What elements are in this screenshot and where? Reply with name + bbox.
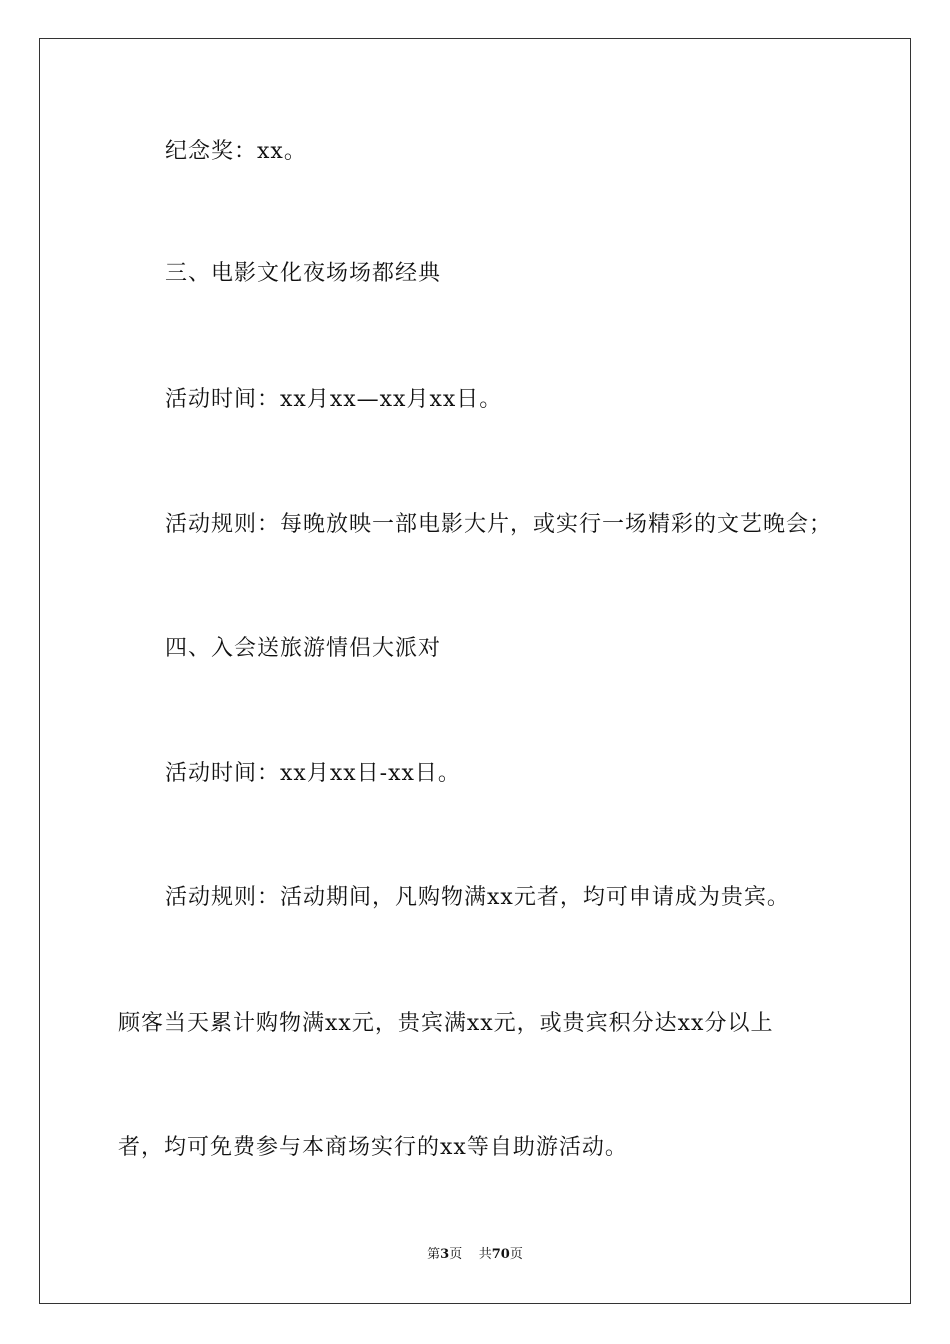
- footer-total-suffix: 页: [509, 1247, 523, 1262]
- footer-total-prefix: 共: [478, 1247, 492, 1262]
- page-footer: [0, 1246, 950, 1264]
- section-heading-four: 四、入会送旅游情侣大派对: [165, 636, 442, 661]
- footer-page-suffix: 页: [449, 1247, 463, 1262]
- section-heading-three: 三、电影文化夜场场都经典: [165, 261, 442, 286]
- footer-page-number: 3: [440, 1247, 450, 1262]
- paragraph-commemorative-prize: 纪念奖：xx。: [165, 139, 307, 164]
- footer-page-prefix: 第: [427, 1247, 441, 1262]
- paragraph-continuation: 者，均可免费参与本商场实行的xx等自助游活动。: [118, 1135, 628, 1160]
- paragraph-continuation: 顾客当天累计购物满xx元，贵宾满xx元，或贵宾积分达xx分以上: [118, 1011, 774, 1036]
- paragraph-activity-time: 活动时间：xx月xx—xx月xx日。: [165, 387, 503, 412]
- paragraph-activity-rules: 活动规则：活动期间，凡购物满xx元者，均可申请成为贵宾。: [165, 885, 790, 910]
- paragraph-activity-rules: 活动规则：每晚放映一部电影大片，或实行一场精彩的文艺晚会；: [165, 512, 833, 537]
- footer-total-pages: 70: [491, 1247, 510, 1262]
- paragraph-activity-time: 活动时间：xx月xx日-xx日。: [165, 761, 461, 786]
- page-border: [39, 38, 911, 1304]
